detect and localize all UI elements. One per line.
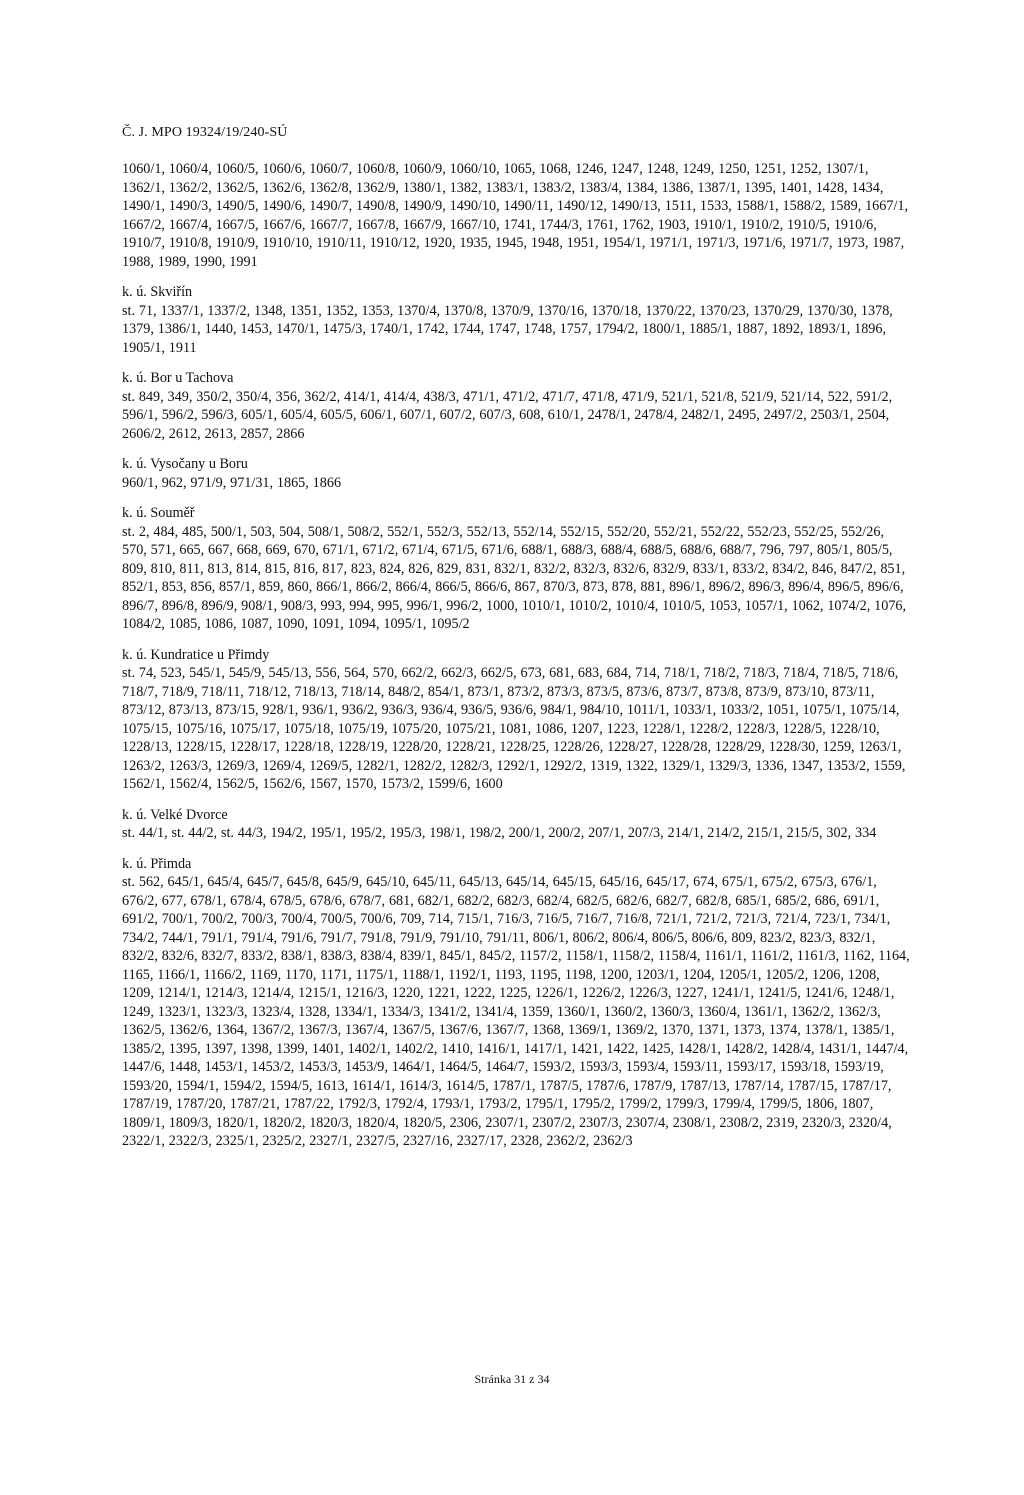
parcel-list: st. 849, 349, 350/2, 350/4, 356, 362/2, 414/1, 414/4, 438/3, 471/1, 471/2, 471/7, 471/8, 471/9, 521/1, 521/8, 521/9, 521/14, 522, 591/2, 596/1, 596/2, 596/3, 605/1, 605/4, 605/5, 606/1, 607/1, 607/2, 607/3, 608, 610/1, 2478/1, 2478/4, 2482/1, 2495, 2497/2, 2503/1, 2504, 2606/2, 2612, 2613, 2857, 2866 xyxy=(122,388,893,442)
parcel-list: st. 74, 523, 545/1, 545/9, 545/13, 556, 564, 570, 662/2, 662/3, 662/5, 673, 681, 683, 684, 714, 718/1, 718/2, 718/3, 718/4, 718/5, 718/6, 718/7, 718/9, 718/11, 718/12, 718/13, 718/14, 848/2, 854/1, 873/1, 873/2, 873/3, 873/5, 873/6, 873/7, 873/8, 873/9, 873/10, 873/11, 873/12, 873/13, 873/15, 928/1, 936/1, 936/2, 936/3, 936/4, 936/5, 936/6, 984/1, 984/10, 1011/1, 1033/1, 1033/2, 1051, 1075/1, 1075/14, 1075/15, 1075/16, 1075/17, 1075/18, 1075/19, 1075/20, 1075/21, 1081, 1086, 1207, 1223, 1228/1, 1228/2, 1228/3, 1228/5, 1228/10, 1228/13, 1228/15, 1228/17, 1228/18, 1228/19, 1228/20, 1228/21, 1228/25, 1228/26, 1228/27, 1228/28, 1228/29, 1228/30, 1259, 1263/1, 1263/2, 1263/3, 1269/3, 1269/4, 1269/5, 1282/1, 1282/2, 1282/3, 1292/1, 1292/2, 1319, 1322, 1329/1, 1329/3, 1336, 1347, 1353/2, 1559, 1562/1, 1562/4, 1562/5, 1562/6, 1567, 1570, 1573/2, 1599/6, 1600 xyxy=(122,665,906,792)
cadastral-area-name: k. ú. Velké Dvorce xyxy=(122,806,228,823)
parcel-list: st. 71, 1337/1, 1337/2, 1348, 1351, 1352, 1353, 1370/4, 1370/8, 1370/9, 1370/16, 1370/18, 1370/22, 1370/23, 1370/29, 1370/30, 1378, 1379, 1386/1, 1440, 1453, 1470/1, 1475/3, 1740/1, 1742, 1744, 1747, 1748, 1757, 1794/2, 1800/1, 1885/1, 1887, 1892, 1893/1, 1896, 1905/1, 1911 xyxy=(122,302,893,356)
cadastral-section-bor-u-tachova xyxy=(122,369,911,443)
cadastral-area-name: k. ú. Bor u Tachova xyxy=(122,370,234,386)
document-reference-number: Č. J. MPO 19324/19/240-SÚ xyxy=(122,125,288,140)
cadastral-area-name: k. ú. Skviřín xyxy=(122,284,193,300)
parcel-list: st. 562, 645/1, 645/4, 645/7, 645/8, 645/9, 645/10, 645/11, 645/13, 645/14, 645/15, 645/16, 645/17, 674, 675/1, 675/2, 675/3, 676/1, 676/2, 677, 678/1, 678/4, 678/5, 678/6, 678/7, 681, 682/1, 682/2, 682/3, 682/4, 682/5, 682/6, 682/7, 682/8, 685/1, 685/2, 686, 691/1, 691/2, 700/1, 700/2, 700/3, 700/4, 700/5, 700/6, 709, 714, 715/1, 716/3, 716/5, 716/7, 716/8, 721/1, 721/2, 721/3, 721/4, 723/1, 734/1, 734/2, 744/1, 791/1, 791/4, 791/6, 791/7, 791/8, 791/9, 791/10, 791/11, 806/1, 806/2, 806/4, 806/5, 806/6, 809, 823/2, 823/3, 832/1, 832/2, 832/6, 832/7, 833/2, 838/1, 838/3, 838/4, 839/1, 845/1, 845/2, 1157/2, 1158/1, 1158/2, 1158/4, 1161/1, 1161/2, 1161/3, 1162, 1164, 1165, 1166/1, 1166/2, 1169, 1170, 1171, 1175/1, 1188/1, 1192/1, 1193, 1195, 1198, 1200, 1203/1, 1204, 1205/1, 1205/2, 1206, 1208, 1209, 1214/1, 1214/3, 1214/4, 1215/1, 1216/3, 1220, 1221, 1222, 1225, 1226/1, 1226/2, 1226/3, 1227, 1241/1, 1241/5, 1241/6, 1248/1, 1249, 1323/1, 1323/3, 1323/4, 1328, 1334/1, 1334/3, 1341/2, 1341/4, 1359, 1360/1, 1360/2, 1360/3, 1360/4, 1361/1, 1362/2, 1362/3, 1362/5, 1362/6, 1364, 1367/2, 1367/3, 1367/4, 1367/5, 1367/6, 1367/7, 1368, 1369/1, 1369/2, 1370, 1371, 1373, 1374, 1378/1, 1385/1, 1385/2, 1395, 1397, 1398, 1399, 1401, 1402/1, 1402/2, 1410, 1416/1, 1417/1, 1421, 1422, 1425, 1428/1, 1428/2, 1428/4, 1431/1, 1447/4, 1447/6, 1448, 1453/1, 1453/2, 1453/3, 1453/9, 1464/1, 1464/5, 1464/7, 1593/2, 1593/3, 1593/4, 1593/11, 1593/17, 1593/18, 1593/19, 1593/20, 1594/1, 1594/2, 1594/5, 1613, 1614/1, 1614/3, 1614/5, 1787/1, 1787/5, 1787/6, 1787/9, 1787/13, 1787/14, 1787/15, 1787/17, 1787/19, 1787/20, 1787/21, 1787/22, 1792/3, 1792/4, 1793/1, 1793/2, 1795/1, 1795/2, 1799/2, 1799/3, 1799/4, 1799/5, 1806, 1807, 1809/1, 1809/3, 1820/1, 1820/2, 1820/3, 1820/4, 1820/5, 2306, 2307/1, 2307/2, 2307/3, 2307/4, 2308/1, 2308/2, 2319, 2320/3, 2320/4, 2322/1, 2322/3, 2325/1, 2325/2, 2327/1, 2327/5, 2327/16, 2327/17, 2328, 2362/2, 2362/3 xyxy=(122,874,910,1149)
page-number: Stránka 31 z 34 xyxy=(474,1372,550,1386)
document-body xyxy=(122,160,911,1151)
parcel-list: 960/1, 962, 971/9, 971/31, 1865, 1866 xyxy=(122,474,342,491)
cadastral-area-name: k. ú. Souměř xyxy=(122,505,195,521)
cadastral-area-name: k. ú. Přimda xyxy=(122,855,192,872)
parcel-list: st. 2, 484, 485, 500/1, 503, 504, 508/1, 508/2, 552/1, 552/3, 552/13, 552/14, 552/15, 552/20, 552/21, 552/22, 552/23, 552/25, 552/26, 570, 571, 665, 667, 668, 669, 670, 671/1, 671/2, 671/4, 671/5, 671/6, 688/1, 688/3, 688/4, 688/5, 688/6, 688/7, 796, 797, 805/1, 805/5, 809, 810, 811, 813, 814, 815, 816, 817, 823, 824, 826, 829, 831, 832/1, 832/2, 832/3, 832/6, 832/9, 833/1, 833/2, 834/2, 846, 847/2, 851, 852/1, 853, 856, 857/1, 859, 860, 866/1, 866/2, 866/4, 866/5, 866/6, 867, 870/3, 873, 878, 881, 896/1, 896/2, 896/3, 896/4, 896/5, 896/6, 896/7, 896/8, 896/9, 908/1, 908/3, 993, 994, 995, 996/1, 996/2, 1000, 1010/1, 1010/2, 1010/4, 1010/5, 1053, 1057/1, 1062, 1074/2, 1076, 1084/2, 1085, 1086, 1087, 1090, 1091, 1094, 1095/1, 1095/2 xyxy=(122,523,907,632)
cadastral-section-primda xyxy=(122,855,911,1151)
cadastral-section-velke-dvorce xyxy=(122,806,911,843)
parcel-list: st. 44/1, st. 44/2, st. 44/3, 194/2, 195/1, 195/2, 195/3, 198/1, 198/2, 200/1, 200/2, 207/1, 207/3, 214/1, 214/2, 215/1, 215/5, 302, 334 xyxy=(122,825,877,841)
cadastral-section-soumer xyxy=(122,504,911,634)
cadastral-area-name: k. ú. Vysočany u Boru xyxy=(122,456,248,472)
parcel-list-continued: 1060/1, 1060/4, 1060/5, 1060/6, 1060/7, 1060/8, 1060/9, 1060/10, 1065, 1068, 1246, 1247, 1248, 1249, 1250, 1251, 1252, 1307/1, 1362/1, 1362/2, 1362/5, 1362/6, 1362/8, 1362/9, 1380/1, 1382, 1383/1, 1383/2, 1383/4, 1384, 1386, 1387/1, 1395, 1401, 1428, 1434, 1490/1, 1490/3, 1490/5, 1490/6, 1490/7, 1490/8, 1490/9, 1490/10, 1490/11, 1490/12, 1490/13, 1511, 1533, 1588/1, 1588/2, 1589, 1667/1, 1667/2, 1667/4, 1667/5, 1667/6, 1667/7, 1667/8, 1667/9, 1667/10, 1741, 1744/3, 1761, 1762, 1903, 1910/1, 1910/2, 1910/5, 1910/6, 1910/7, 1910/8, 1910/9, 1910/10, 1910/11, 1910/12, 1920, 1935, 1945, 1948, 1951, 1954/1, 1971/1, 1971/3, 1971/6, 1971/7, 1973, 1987, 1988, 1989, 1990, 1991 xyxy=(122,161,909,270)
cadastral-area-name: k. ú. Kundratice u Přimdy xyxy=(122,646,270,663)
cadastral-section-vysocany-u-boru xyxy=(122,455,911,492)
cadastral-section-skvirin xyxy=(122,283,911,357)
cadastral-section-kundratice-u-primdy xyxy=(122,646,911,794)
